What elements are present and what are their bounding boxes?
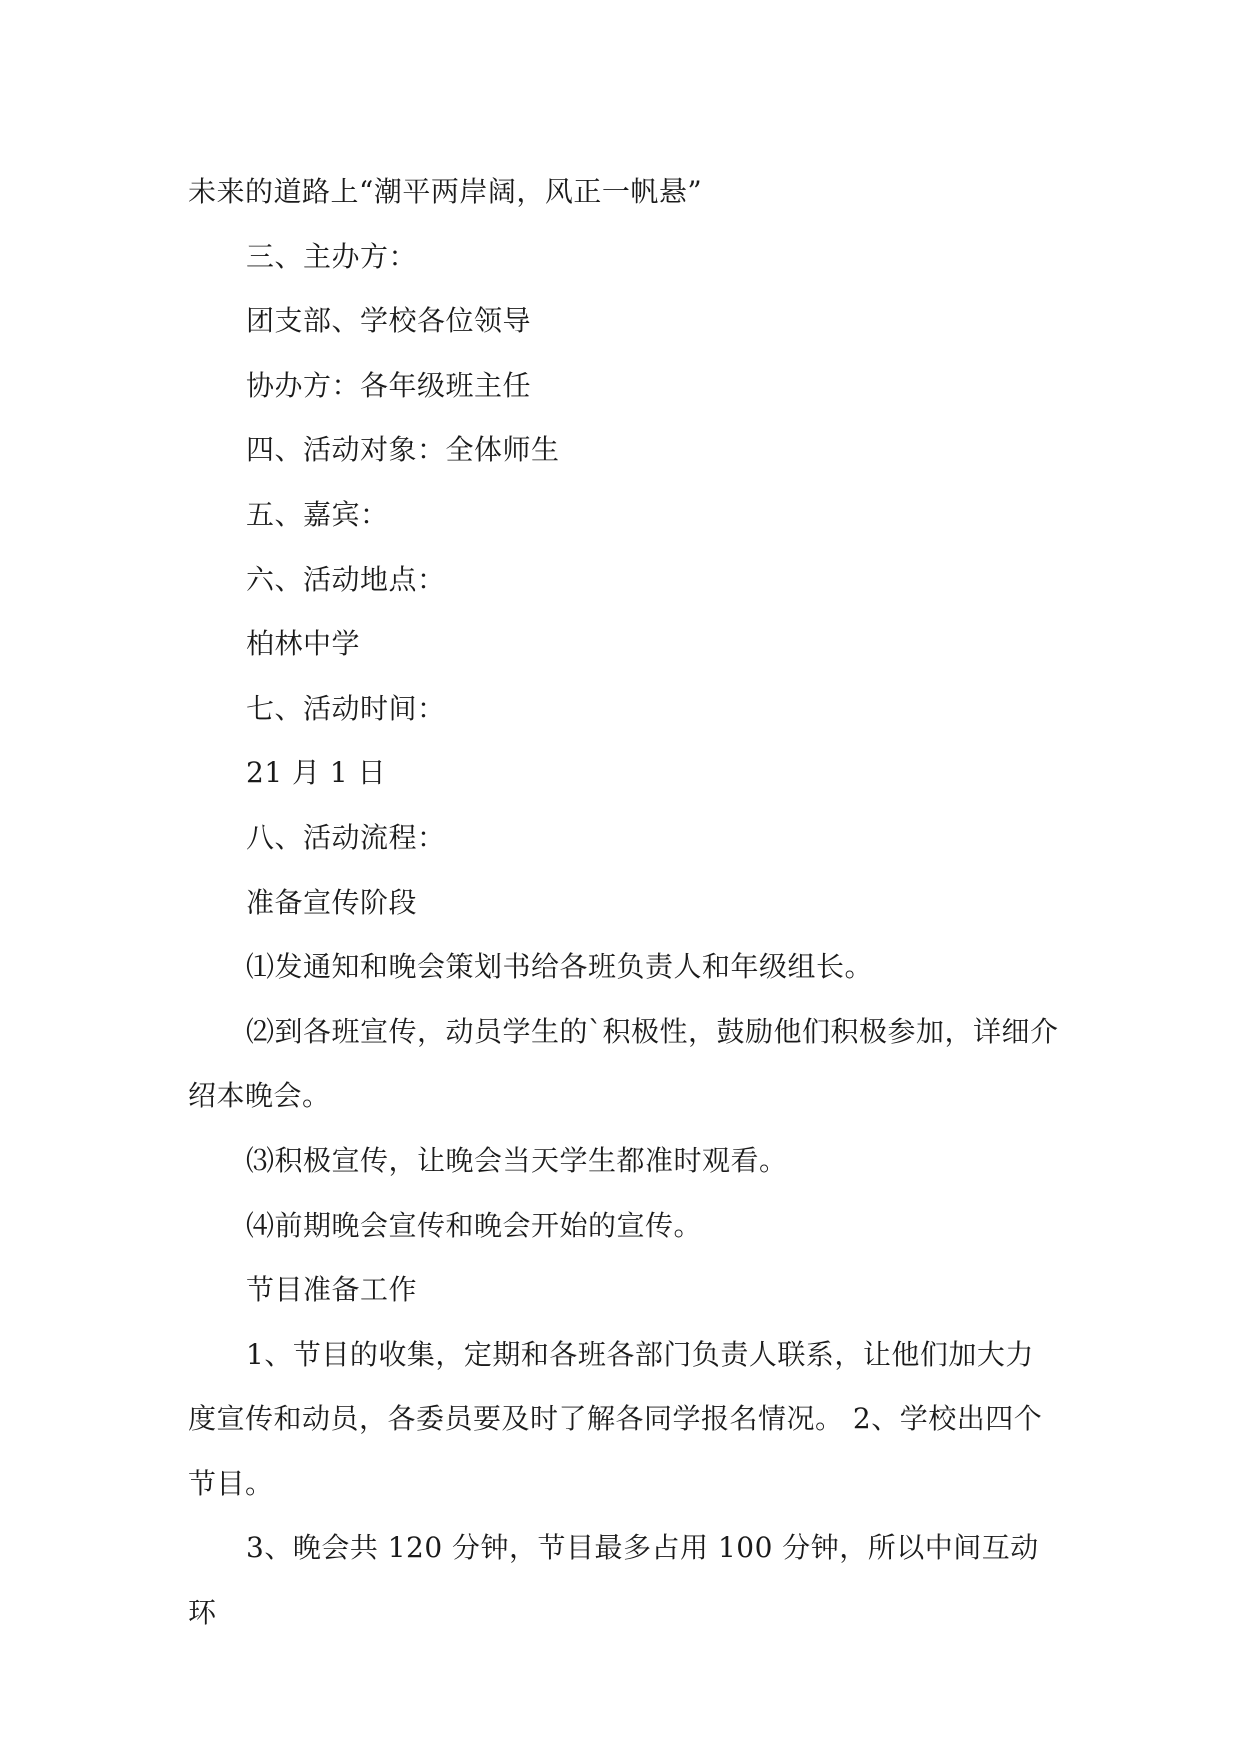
list-item-2: ⑵到各班宣传，动员学生的`积极性，鼓励他们积极参加，详细介绍本晚会。 [188, 1014, 1059, 1113]
paragraph-program-item-3: 3、晚会共 120 分钟，节目最多占用 100 分钟，所以中间互动环 [188, 1531, 1039, 1630]
heading-process: 八、活动流程： [246, 820, 446, 854]
list-item-4: ⑷前期晚会宣传和晚会开始的宣传。 [246, 1208, 703, 1242]
list-item-1: ⑴发通知和晚会策划书给各班负责人和年级组长。 [246, 950, 874, 984]
paragraph-location-value: 柏林中学 [246, 627, 361, 661]
heading-location: 六、活动地点： [246, 562, 446, 596]
heading-organizer: 三、主办方： [246, 239, 418, 273]
list-item-3: ⑶积极宣传，让晚会当天学生都准时观看。 [246, 1143, 788, 1177]
document-body [188, 160, 1060, 1646]
subheading-preparation: 准备宣传阶段 [246, 885, 418, 919]
heading-time: 七、活动时间： [246, 691, 446, 725]
paragraph-co-organizer: 协办方：各年级班主任 [246, 368, 532, 402]
heading-guests: 五、嘉宾： [246, 497, 389, 531]
paragraph-program-items-1-2: 1、节目的收集，定期和各班各部门负责人联系，让他们加大力度宣传和动员，各委员要及时了解各同学报名情况。 2、学校出四个节目。 [188, 1337, 1043, 1500]
subheading-program-prep: 节目准备工作 [246, 1273, 418, 1307]
paragraph-time-value: 21 月 1 日 [246, 756, 387, 790]
paragraph-intro-line: 未来的道路上“潮平两岸阔，风正一帆悬” [188, 175, 703, 208]
paragraph-organizer-value: 团支部、学校各位领导 [246, 304, 532, 338]
heading-audience: 四、活动对象：全体师生 [246, 433, 560, 467]
